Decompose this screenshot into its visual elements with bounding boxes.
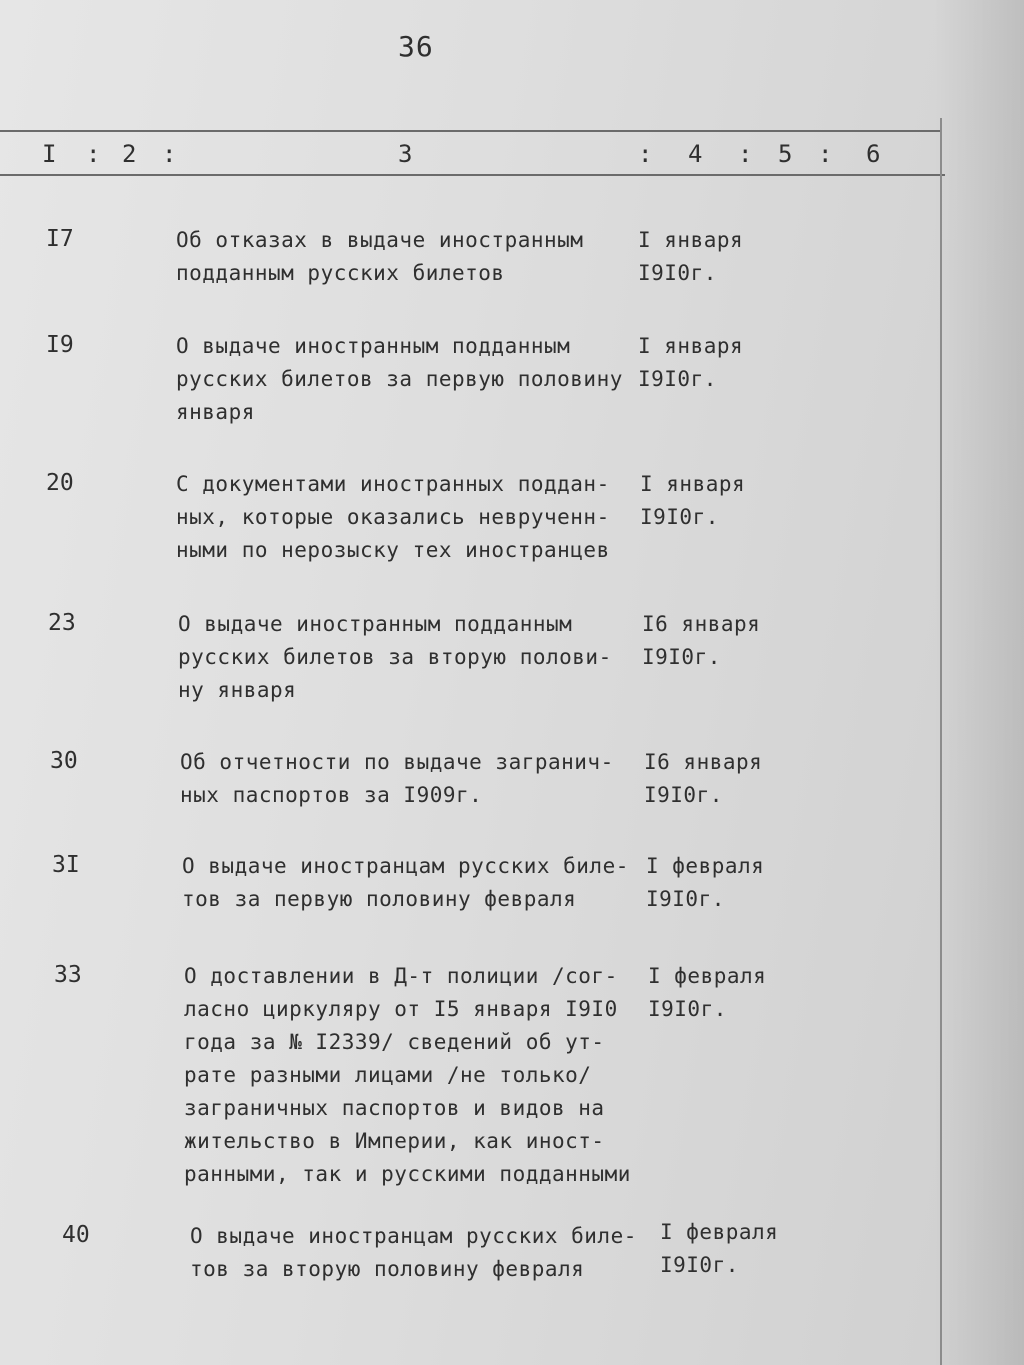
- row-number: 33: [54, 962, 82, 988]
- column-divider: [940, 118, 942, 1365]
- row-number: 40: [62, 1222, 90, 1248]
- row-number: I9: [46, 332, 74, 358]
- row-number: 23: [48, 610, 76, 636]
- column-separator: :: [738, 140, 753, 168]
- column-separator: :: [638, 140, 653, 168]
- page-number: 36: [398, 30, 434, 63]
- row-number: 3I: [52, 852, 80, 878]
- column-header-3: 3: [398, 140, 413, 168]
- row-number: I7: [46, 226, 74, 252]
- row-date: I февраля I9I0г.: [648, 964, 767, 1021]
- row-date: I февраля I9I0г.: [660, 1220, 779, 1277]
- row-title: О выдаче иностранным подданным русских билетов за первую половину января: [176, 334, 623, 424]
- row-number: 30: [50, 748, 78, 774]
- row-title: О выдаче иностранцам русских биле- тов за первую половину февраля: [182, 854, 629, 911]
- column-header-2: 2: [122, 140, 137, 168]
- row-date: I января I9I0г.: [638, 228, 744, 285]
- column-header-row: [0, 140, 1024, 170]
- column-header-4: 4: [688, 140, 703, 168]
- column-header-6: 6: [866, 140, 881, 168]
- row-date: I февраля I9I0г.: [646, 854, 765, 911]
- row-title: Об отчетности по выдаче загранич- ных паспортов за I909г.: [180, 750, 614, 807]
- row-title: Об отказах в выдаче иностранным подданным русских билетов: [176, 228, 584, 285]
- row-title: О выдаче иностранцам русских биле- тов за вторую половину февраля: [190, 1224, 637, 1281]
- header-top-rule: [0, 130, 940, 132]
- row-date: I6 января I9I0г.: [642, 612, 761, 669]
- row-title: С документами иностранных поддан- ных, которые оказались неврученн- ными по нерозыску тех иностранцев: [176, 472, 610, 562]
- row-date: I января I9I0г.: [638, 334, 744, 391]
- page-shadow: [934, 0, 1024, 1365]
- column-separator: :: [818, 140, 833, 168]
- column-separator: :: [86, 140, 101, 168]
- header-bottom-rule: [0, 174, 945, 176]
- row-date: I6 января I9I0г.: [644, 750, 763, 807]
- row-date: I января I9I0г.: [640, 472, 746, 529]
- column-separator: :: [162, 140, 177, 168]
- column-header-1: I: [42, 140, 57, 168]
- row-title: О выдаче иностранным подданным русских билетов за вторую полови- ну января: [178, 612, 612, 702]
- row-title: О доставлении в Д-т полиции /сог- ласно циркуляру от I5 января I9I0 года за № I2339/ сведений об ут- рате разными лицами /не только/ заграничных паспортов и видов на жительство в Империи, как иност- ранными, так и русскими подданными: [184, 964, 631, 1186]
- column-header-5: 5: [778, 140, 793, 168]
- row-number: 20: [46, 470, 74, 496]
